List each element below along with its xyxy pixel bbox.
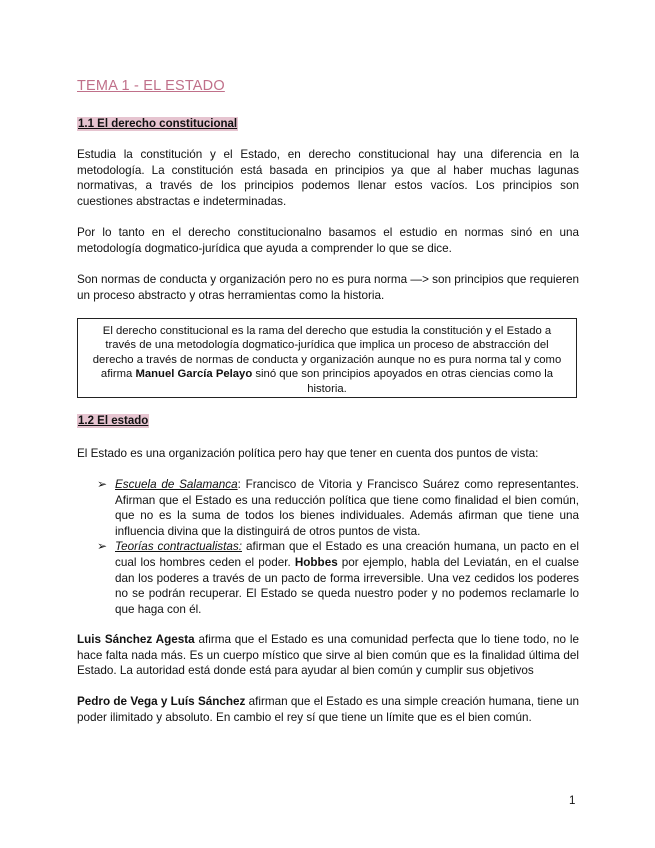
section-heading-estado: 1.2 El estado — [78, 415, 149, 427]
paragraph-metodologia: Por lo tanto en el derecho constitucionalno basamos el estudio en normas sinó en una metodología dogmatico-jurídica que ayuda a comprender lo que se dice. — [77, 226, 579, 255]
section-heading-derecho-constitucional: 1.1 El derecho constitucional — [78, 118, 238, 130]
page-number: 1 — [569, 795, 576, 807]
author-name-luis: Luis Sánchez Agesta — [77, 633, 195, 646]
definition-box — [77, 318, 577, 398]
definition-text-end: sinó que son principios apoyados en otras ciencias como la historia. — [255, 368, 554, 395]
arrow-bullet-icon: ➢ — [97, 477, 108, 491]
list-item-text: afirman que el Estado es una creación humana, un pacto en el cual los hombres ceden el poder. — [115, 540, 579, 569]
arrow-symbol: —> — [410, 273, 429, 286]
paragraph-luis-text: afirma que el Estado es una comunidad perfecta que lo tiene todo, no le hace falta nada más. Es un cuerpo místico que sirve al bien común que es la finalidad última del Estado. La autoridad está donde está para ayudar al bien común y cumplir sus objetivos — [77, 633, 579, 678]
paragraph-pedro-text: afirman que el Estado es una simple creación humana, tiene un poder ilimitado y absoluto. En cambio el rey sí que tiene un límite que es el bien común. — [77, 695, 580, 724]
viewpoints-list — [97, 477, 579, 617]
paragraph-normas-part2: son principios que requieren un proceso abstracto y otras herramientas como la historia. — [77, 273, 580, 302]
author-name-pedro: Pedro de Vega y Luís Sánchez — [77, 695, 246, 708]
definition-text: El derecho constitucional es la rama del derecho que estudia la constitución y el Estado a través de una metodología dogmatico-jurídica que implica un proceso de abstracción del derecho a través de normas de conducta y organización aunque no es pura norma tal y como afirma — [92, 325, 562, 381]
paragraph-constitucion: Estudia la constitución y el Estado, en derecho constitucional hay una diferencia en la metodología. La constitución está basada en principios ya que al haber muchas lagunas normativas, a través de los principios podemos llenar estos vacíos. Los principios son cuestiones abstractas e indeterminadas. — [77, 148, 579, 208]
paragraph-normas-part1: Son normas de conducta y organización pero no es pura norma — [77, 273, 408, 286]
list-item-text: : Francisco de Vitoria y Francisco Suárez como representantes. Afirman que el Estado es una reducción política que tiene como finalidad el bien común, que no es la suma de todos los bienes individuales. Además afirman que tiene una influencia divina que la distinguirá de otros puntos de vista. — [115, 478, 579, 538]
arrow-bullet-icon: ➢ — [97, 539, 108, 554]
paragraph-pedro-de-vega — [77, 694, 579, 725]
paragraph-luis-sanchez-agesta — [77, 632, 579, 679]
document-title: TEMA 1 - EL ESTADO — [77, 78, 225, 94]
list-item — [97, 539, 579, 617]
term-teorias-contractualistas: Teorías contractualistas: — [115, 540, 242, 554]
paragraph-normas — [77, 272, 579, 303]
author-name-hobbes: Hobbes — [294, 555, 338, 569]
list-item-text-end: por ejemplo, habla del Leviatán, en el cualse dan los poderes a través de un pacto de forma irreversible. Una vez cedidos los poderes no se podrán recuperar. El Estado se queda nuestro poder y no podemos reclamarle lo que haga con él. — [115, 555, 579, 616]
term-escuela-salamanca: Escuela de Salamanca — [115, 478, 238, 491]
author-name: Manuel García Pelayo — [135, 368, 253, 381]
paragraph-estado-intro: El Estado es una organización política pero hay que tener en cuenta dos puntos de vista: — [77, 447, 539, 460]
list-item — [97, 477, 579, 539]
